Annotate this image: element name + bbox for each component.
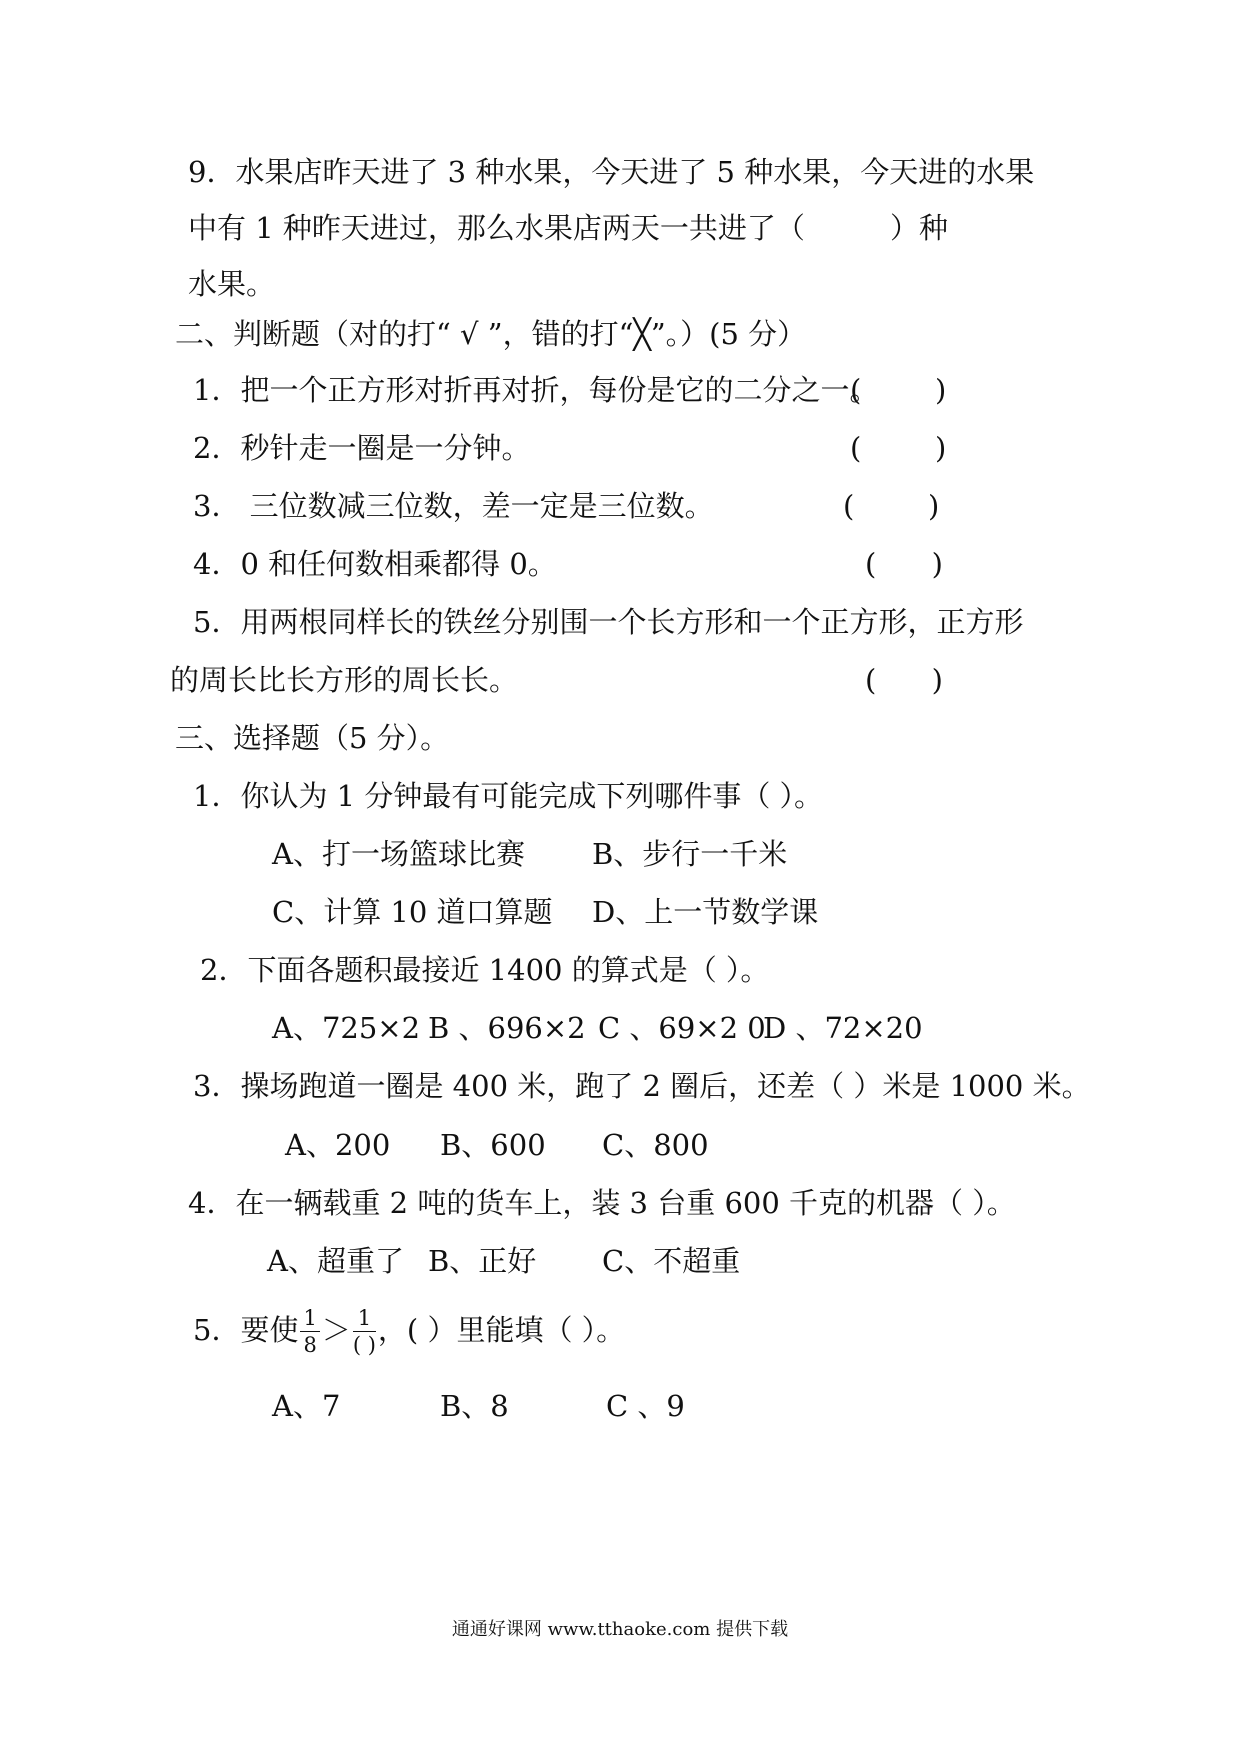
judge-item-3: 3． 三位数减三位数，差一定是三位数。: [193, 489, 714, 523]
judge-answer-1[interactable]: ( ): [850, 373, 947, 407]
judge-item-2: 2．秒针走一圈是一分钟。: [193, 431, 531, 465]
fraction-one-eighth: [300, 1308, 319, 1356]
choice-q5-stem: [193, 1308, 625, 1356]
choice-q5-option-a[interactable]: A、7: [272, 1389, 341, 1423]
choice-q5-stem-prefix: 5．要使: [193, 1313, 299, 1347]
fraction-denominator: 8: [303, 1333, 317, 1357]
choice-q1-option-a[interactable]: A、打一场篮球比赛: [272, 837, 525, 871]
judge-answer-3[interactable]: ( ): [843, 489, 940, 523]
choice-q3-option-b[interactable]: B、600: [440, 1128, 546, 1162]
choice-q4-stem: 4．在一辆载重 2 吨的货车上，装 3 台重 600 千克的机器（ ）。: [188, 1186, 1016, 1220]
choice-q5-stem-suffix: ，( ）里能填（ ）。: [377, 1313, 626, 1347]
q9-line2-start: 中有 1 种昨天进过，那么水果店两天一共进了（: [188, 211, 805, 245]
choice-q2-option-a[interactable]: A、725×2: [272, 1011, 421, 1045]
choice-heading: 三、选择题（5 分）。: [175, 721, 450, 755]
q9-line2-end: ）种: [890, 211, 949, 245]
choice-q3-option-c[interactable]: C、800: [602, 1128, 709, 1162]
choice-q5-option-c[interactable]: C 、9: [606, 1389, 685, 1423]
choice-q2-option-c[interactable]: C 、69×2 0: [598, 1011, 766, 1045]
fraction-numerator: 1: [300, 1308, 319, 1332]
choice-q4-option-b[interactable]: B、正好: [428, 1244, 537, 1278]
choice-q1-option-b[interactable]: B、步行一千米: [592, 837, 788, 871]
judge-answer-5[interactable]: ( ): [865, 663, 943, 697]
judge-item-5-line1: 5．用两根同样长的铁丝分别围一个长方形和一个正方形，正方形: [193, 605, 1024, 639]
judge-item-1: 1．把一个正方形对折再对折，每份是它的二分之一。: [193, 373, 879, 407]
choice-q3-stem: 3．操场跑道一圈是 400 米，跑了 2 圈后，还差（ ）米是 1000 米。: [193, 1069, 1091, 1103]
choice-q4-option-c[interactable]: C、不超重: [602, 1244, 741, 1278]
judge-item-5-line2: 的周长比长方形的周长长。: [170, 663, 519, 697]
judge-item-4: 4．0 和任何数相乘都得 0。: [193, 547, 557, 581]
q9-line3: 水果。: [188, 267, 276, 301]
choice-q5-option-b[interactable]: B、8: [440, 1389, 509, 1423]
judge-answer-2[interactable]: ( ): [850, 431, 947, 465]
choice-q1-option-d[interactable]: D、上一节数学课: [592, 895, 819, 929]
greater-than-sign: ＞: [321, 1313, 351, 1347]
choice-q4-option-a[interactable]: A、超重了: [267, 1244, 404, 1278]
choice-q1-stem: 1．你认为 1 分钟最有可能完成下列哪件事（ ）。: [193, 779, 824, 813]
judge-heading: 二、判断题（对的打“ √ ”，错的打“╳”。）(5 分）: [175, 317, 807, 351]
choice-q3-option-a[interactable]: A、200: [285, 1128, 391, 1162]
choice-q2-option-d[interactable]: D 、72×20: [763, 1011, 923, 1045]
fraction-one-over-blank: [353, 1308, 376, 1356]
judge-answer-4[interactable]: ( ): [865, 547, 943, 581]
page-footer: 通通好课网 www.tthaoke.com 提供下载: [451, 1619, 789, 1640]
fraction-denominator-blank[interactable]: ( ): [352, 1333, 376, 1357]
q9-line1: 9．水果店昨天进了 3 种水果，今天进了 5 种水果，今天进的水果: [188, 155, 1035, 189]
fraction-numerator: 1: [353, 1308, 376, 1332]
choice-q1-option-c[interactable]: C、计算 10 道口算题: [272, 895, 553, 929]
choice-q2-option-b[interactable]: B 、696×2: [428, 1011, 586, 1045]
choice-q2-stem: 2．下面各题积最接近 1400 的算式是（ ）。: [200, 953, 770, 987]
